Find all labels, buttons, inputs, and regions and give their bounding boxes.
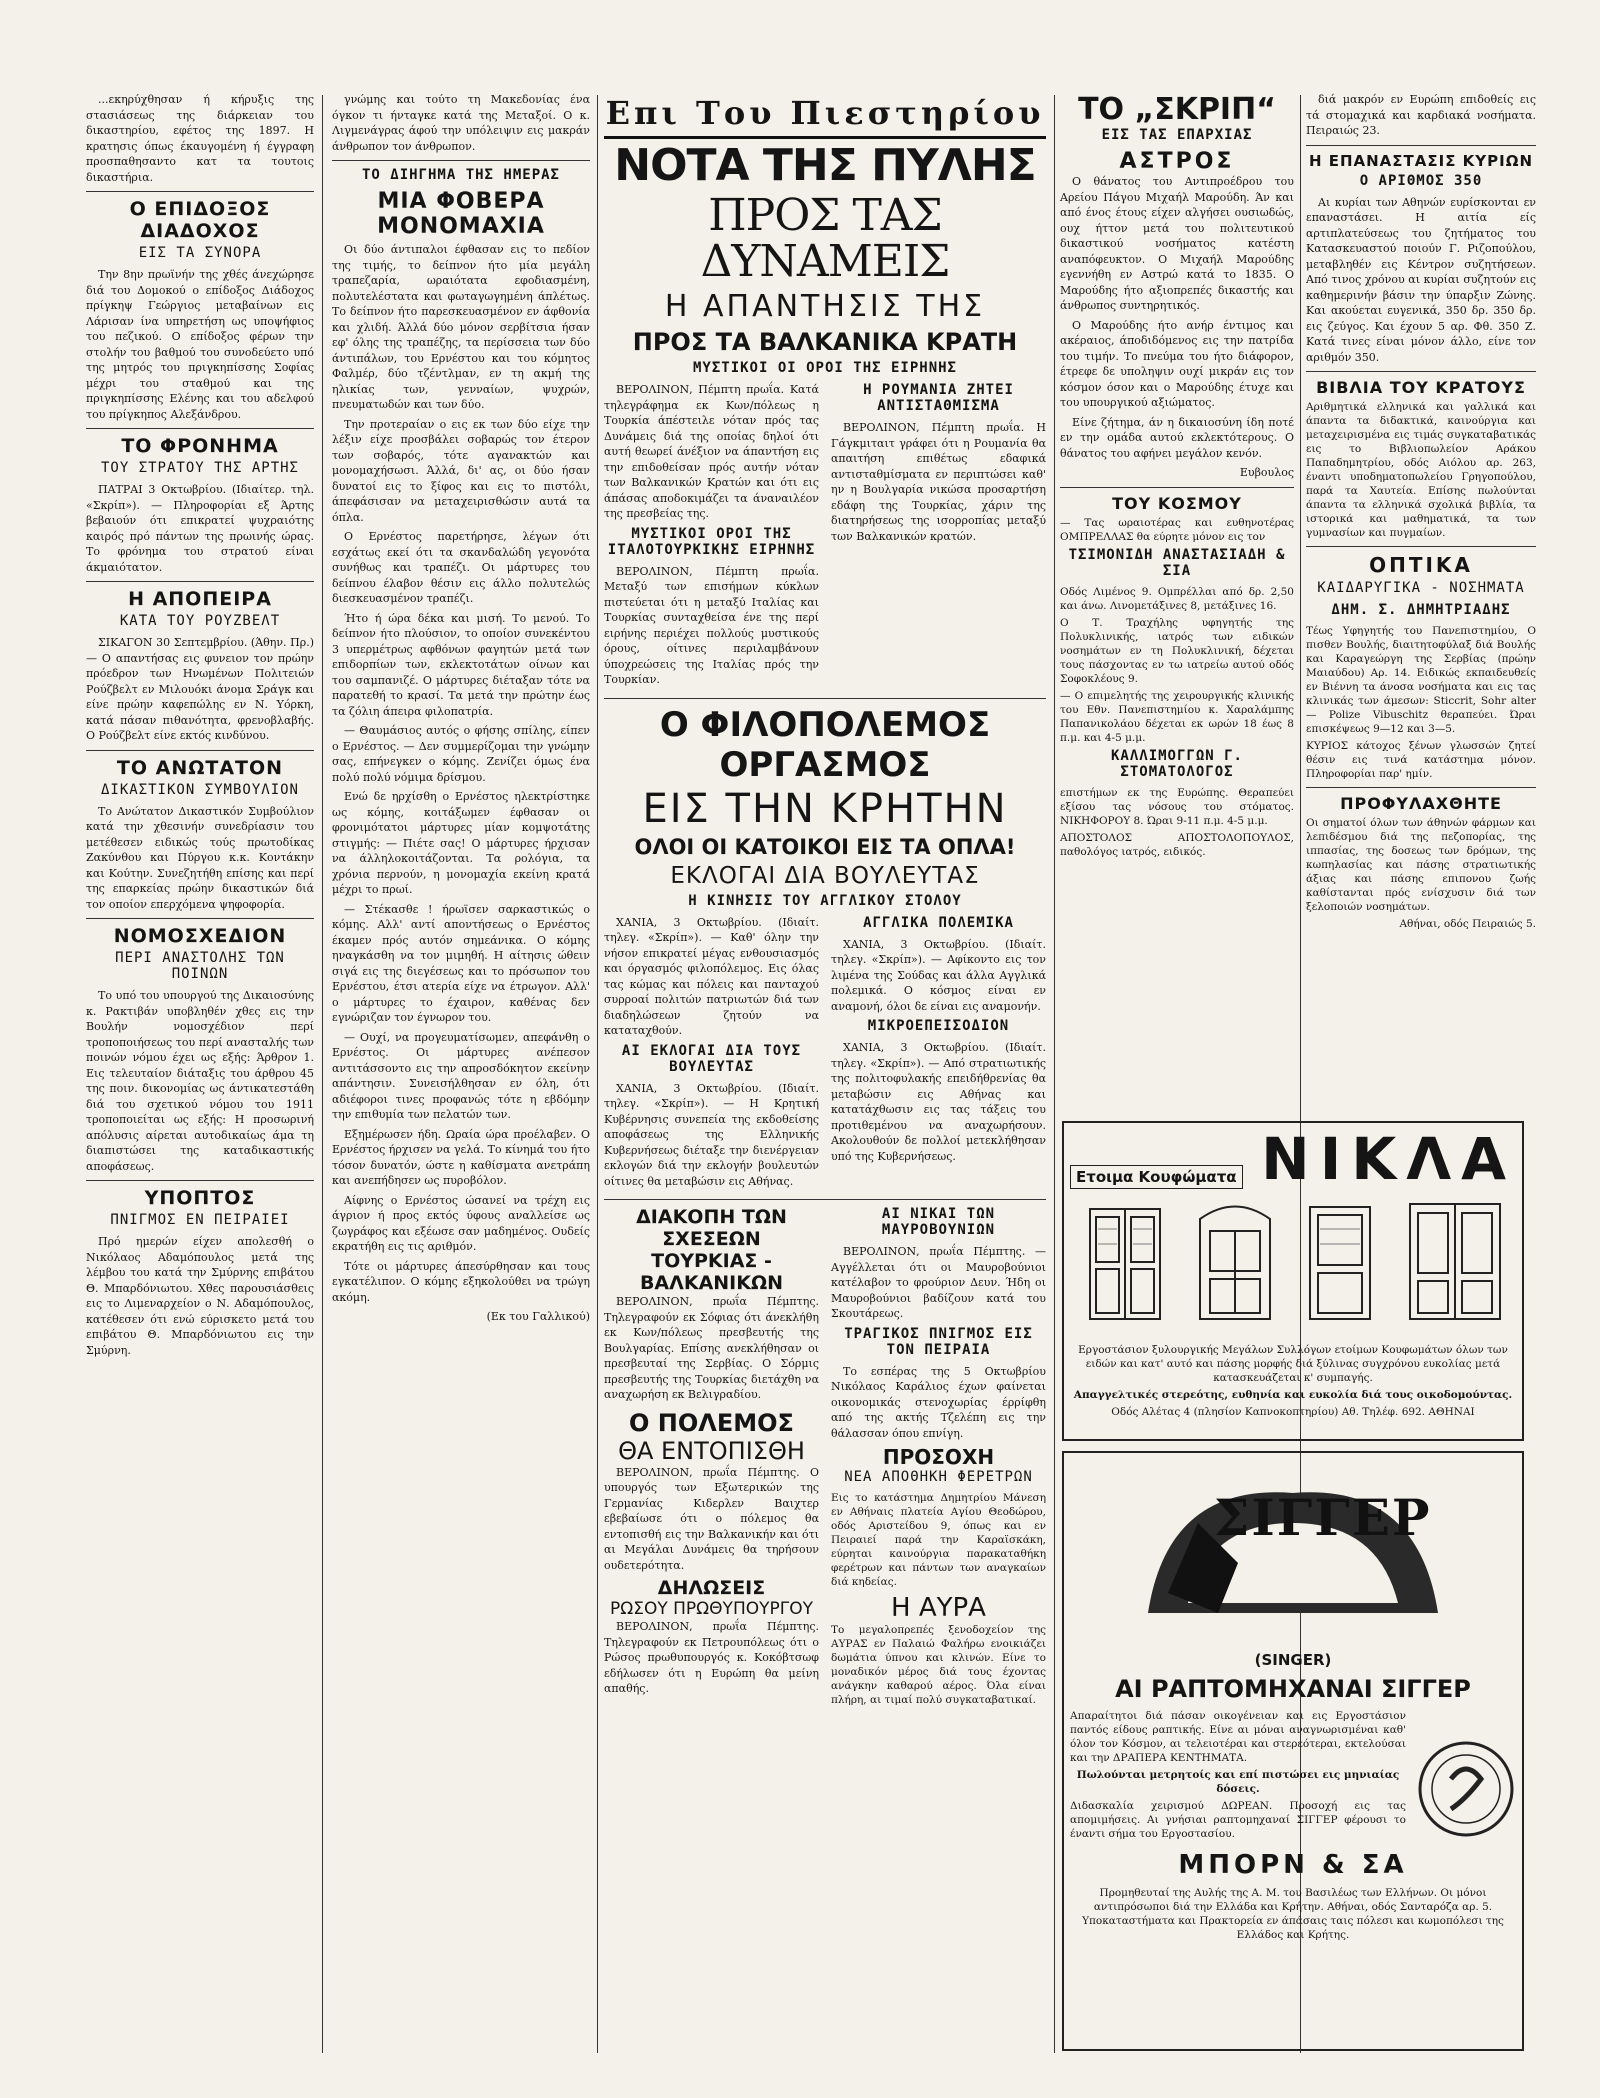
ad-title-prosoxi: ΠΡΟΣΟΧΗ	[882, 1445, 995, 1469]
ad-text: Αριθμητικά ελληνικά και γαλλικά και άπαντα τα διδακτικά, καινούργια και μεταχειρισμένα εις τιμάς συγκαταβατικάς εις το Βιβλιοπωλείον Αράκου Παπαδημητρίου, οδός Αιόλου αρ. 263, έναντι υποδηματοπωλείου Γρηγοπούλου, παρά τα Χαυτεία. Επίσης πωλούνται άπαντα τα ελληνικά σχολικά βιβλία, τα ιστορικά και μαθηματικά, τα των γυμνασίων και πυγμαίων.	[1306, 401, 1536, 539]
ad-text: ΚΥΡΙΟΣ κάτοχος ξένων γλωσσών ζητεί θέσιν εις τινά κατάστημα μόνον. Πληροφορίαι παρ' ημίν.	[1306, 740, 1536, 780]
article-text: Ενώ δε ηρχίσθη ο Ερνέστος ηλεκτρίστηκε ως κόμης, κοιτάξωμεν έφθασαν οι φρονιμότατοι μάρτυρες μίαν κομψοτάτης στιγμής: — Πιέτε σας! Ο μάρτυρες ήρχισαν να άλληλοκοιτάζονται. Τα ρολόγια, τα χρόνια περνούν, η μονομαχία εκείνη κρατά μέχρι το πρωί.	[332, 790, 590, 896]
headline-orgasmos: Ο ΦΙΛΟΠΟΛΕΜΟΣ ΟΡΓΑΣΜΟΣ	[659, 704, 991, 785]
headline-optika: ΟΠΤΙΚΑ	[1369, 553, 1473, 577]
article-text: Οι δύο άντιπαλοι έφθασαν εις το πεδίον της τιμής, το δείπνον ήτο μία μεγάλη τραπεζαρία, ωραιότατα εφοδιασμένη, πολυτελέστατα και φωταγωγημένη άπλέτως. Το δείπνον ήτο παρεσκευασμένον εν άφθονία και χλιδή. Άλλά δύο μόνον σερβίτσια ήσαν εφ' όλης της τραπέζης, τα περίσσεια των δύο άντιπάλων, του Ερνέστου και του κόμητος Φαλμέρ, δύο τζέντλμαν, εν τη ακμή της ηλικίας των, γενναίων, ψυχρών, πνευματωδών και των δύο.	[332, 243, 590, 411]
ad-text: Το μεγαλοπρεπές ξενοδοχείον της ΑΥΡΑΣ εν Παλαιώ Φαλήρω ενοικιάζει δωμάτια ύπνου και κλινών. Είνε το μοναδικόν μέρος διά τους έχοντας ανάγκην καθαρού αέρος. Όλα είναι πλήρη, αι τιμαί πολύ συγκαταβατικαί.	[831, 1624, 1046, 1706]
headline-diadochos: Ο ΕΠΙΔΟΞΟΣ ΔΙΑΔΟΧΟΣ	[129, 198, 271, 242]
ad-doctor-name: ΔΗΜ. Σ. ΔΗΜΗΤΡΙΑΔΗΣ	[1331, 602, 1511, 618]
ad-text: Τέως Υφηγητής του Πανεπιστημίου, Ο πισθεν Βουλής, διαιτητοφύλαξ διά Βουλής και Καραγεώργη της Σερβίας (πρώην Μαιαύδου) Αρ. 14. Ειδικώς εκπαιδευθείς εν Βιέννη τα άνοσα νοσήματα και εις τας κλινικάς των άμεσων: Sticcrit, Sohr alter — Polize Vibuschitz θεραπεύει. Ώραι επισκέψεως 9—12 και 3—5.	[1306, 625, 1536, 735]
headline-apopeira: Η ΑΠΟΠΕΙΡΑ	[128, 588, 272, 610]
column-1	[86, 92, 314, 2058]
subheadline: ΤΡΑΓΙΚΟΣ ΠΝΙΓΜΟΣ ΕΙΣ ΤΟΝ ΠΕΙΡΑΙΑ	[844, 1325, 1033, 1358]
ad-text: Διδασκαλία χειρισμού ΔΩΡΕΑΝ. Προσοχή εις τας απομιμήσεις. Αι γνήσιαι ραπτομηχαναί ΣΙΓΓΕΡ φέρουσι το έναντι σήμα του Εργοστασίου.	[1070, 1800, 1406, 1840]
article-text: ΒΕΡΟΛΙΝΟΝ, πρωΐα Πέμπτης. — Αγγέλλεται ότι οι Μαυροβούνιοι κατέλαβον το φρούριον Δευν. Ήδη οι Μαυροβούνιοι βαδίζουν κατά του Σκουτάρεως.	[831, 1245, 1046, 1320]
headline-astros: ΑΣΤΡΟΣ	[1119, 149, 1235, 174]
masthead: Επι Του Πιεστηρίου	[604, 94, 1046, 139]
door-window-illustration	[1070, 1189, 1516, 1339]
ad-tagline: Ετοιμα Κουφώματα	[1070, 1165, 1243, 1189]
subheadline: ΕΙΣ ΤΑΣ ΕΠΑΡΧΙΑΣ	[1101, 127, 1253, 143]
headline-nomosxedion: ΝΟΜΟΣΧΕΔΙΟΝ	[113, 925, 287, 947]
article-text: Την προτεραίαν ο εις εκ των δύο είχε την λέξιν είχε προσβάλει σοβαρώς τον έτερον των σοβαρός, τότε αγανακτών και μονομαχήσωσι. Άλλά, δι' ας, οι δύο ήσαν δυνατοί εις το ξίφος και εις το πιστόλι, άπεφάσισαν να μεταχειρισθώσιν αυτά τα όπλα.	[332, 417, 590, 524]
article-text: Αίφνης ο Ερνέστος ώσανεί να τρέχη εις άγριον ή προς εκτός ύφους αναλλείσε ως ζωγράφος και εξέωσε σαν μαδημένος. Ουδείς εκρατήθη εις τις αριθμόν.	[332, 1193, 590, 1253]
ad-text: Απαγγελτικές στερεότης, ευθηνία και ευκολία διά τους οικοδομούντας.	[1073, 1389, 1513, 1401]
article-text: Αι κυρίαι των Αθηνών ευρίσκονται εν επαναστάσει. Η αιτία είς αρτιπλατεύσεως του ζητήματος του Κατασκευαστού ποιούν Γ. Ριζοπούλου, μεταβληθέν εις Κέντρον συζητήσεων. Από τινος χρόνου αι κυρίαι συζητούν εις καθημερινήν βάσιν την ύπαρξιν Ζώνης. Και ακούεται ευγενικά, 350 δρ. 350 δρ. εις ζεύγος. Και έχουν 5 αρ. Φθ. 350 Ζ. Κατά τινες είναι μόνον άλλο, είνε τον αριθμόν 350.	[1306, 195, 1536, 364]
headline-ekloges: ΕΚΛΟΓΑΙ ΔΙΑ ΒΟΥΛΕΥΤΑΣ	[670, 862, 980, 889]
article-text: ΒΕΡΟΛΙΝΟΝ, πρωΐα Πέμπτης. Τηλεγραφούν εκ Πετρουπόλεως ότι ο Ρώσος πρωθυπουργός κ. Κοκόβτσωφ εδήλωσεν ότι η Ευρώπη θα μείνη απαθής.	[604, 1620, 819, 1695]
subheadline: ΚΑΙΔΑΡΥΓΙΚΑ - ΝΟΣΗΜΑΤΑ	[1317, 580, 1525, 596]
headline-balkan-states: ΠΡΟΣ ΤΑ ΒΑΛΚΑΝΙΚΑ ΚΡΑΤΗ	[632, 328, 1018, 356]
column-rule	[597, 95, 598, 2053]
article-text: ΒΕΡΟΛΙΝΟΝ, πρωΐα Πέμπτης. Τηλεγραφούν εκ Σόφιας ότι άνεκλήθη εκ Κων/πόλεως πρεσβευτής της Βουλγαρίας. Επίσης ανεκλήθησαν οι πρεσβευταί της Σερβίας. Ο Σόρμις πρεσβευτής της Τουρκίας διετάχθη να αναχωρήση εκ Βελιγραδίου.	[604, 1295, 819, 1401]
article-text: ΣΙΚΑΓΟΝ 30 Σεπτεμβρίου. (Άθην. Πρ.) — Ο απαντήσας εις φυνειον τον πρώην πρόεδρον των Ηνωμένων Πολιτειών Ρούζβελτ εν Μιλουόκι άνομα Σράγκ και είνε πρώην καφεπώλης εν Ν. Υόρκη, κατά πάσαν πιθανότητα, φρενοβλαβής. Ο Ρούζβελτ είνε εκτός κινδύνου.	[86, 636, 314, 742]
column-2	[332, 92, 590, 2058]
ad-address: Αθήναι, οδός Πειραιώς 5.	[1399, 918, 1536, 930]
article-text: γνώμης και τούτο τη Μακεδονίας ένα όγκον τι ήνταγκε κατά της Μεταξοί. Ο κ. Λιγμενάγρας άφού την υπόλειψιν εις μακράν άνθρωπον τον άνθρωπον.	[332, 93, 590, 153]
headline-nota: ΝΟΤΑ ΤΗΣ ΠΥΛΗΣ	[614, 140, 1036, 191]
ad-headline: ΑΙ ΡΑΠΤΟΜΗΧΑΝΑΙ ΣΙΓΓΕΡ	[1115, 1675, 1471, 1703]
headline-rosou: ΡΩΣΟΥ ΠΡΩΘΥΠΟΥΡΓΟΥ	[610, 1599, 813, 1619]
ad-brand-latin: (SINGER)	[1254, 1651, 1332, 1669]
story-kicker: ΤΟ ΔΙΗΓΗΜΑ ΤΗΣ ΗΜΕΡΑΣ	[361, 167, 560, 183]
ad-company-born: ΜΠΟΡΝ & ΣΑ	[1178, 1850, 1408, 1880]
article-text: Ήτο ή ώρα δέκα και μισή. Το μενού. Το δείπνον ήτο πλούσιον, το οποίον συνεκέντου 3 υπερμέτρως αφθόνων φαγητών μετά των επιδορπίων των, εκλεκτοτάτων οίνων και του σαμπανιζέ. Ο μάρτυρες διέταξαν τότε να παρατεθή το κρασί. Τα μετά την πρώτην έως τα ζόλιη άπειρα φιλοπατρία.	[332, 611, 590, 718]
headline-profylachthite: ΠΡΟΦΥΛΑΧΘΗΤΕ	[1340, 794, 1502, 813]
subheadline: ΠΕΡΙ ΑΝΑΣΤΟΛΗΣ ΤΩΝ ΠΟΙΝΩΝ	[115, 950, 285, 982]
subheadline: Ο ΑΡΙΘΜΟΣ 350	[1359, 172, 1483, 189]
headline-entopisthi: ΘΑ ΕΝΤΟΠΙΣΘΗ	[618, 1436, 805, 1465]
article-source: (Εκ του Γαλλικού)	[486, 1310, 590, 1323]
article-text: Ο θάνατος του Αντιπροέδρου του Αρείου Πάγου Μιχαήλ Μαρούδη. Άν και από ένος έτους είχεν αλγήσει ουσιωδώς, ουχ ήττον μετά του πολιτευτικού δικαστικού νοσήματος κατέστη αναπόφευκτον. Ο Μιχαήλ Μαρούδης εγεννήθη εν Αστρώ κατά το 1835. Ο Μαρούδης ήτο αξιοπρεπές δικαστής και άνθρωπος συντηρητικός.	[1060, 175, 1294, 312]
ad-company-name: ΤΣΙΜΟΝΙΔΗ ΑΝΑΣΤΑΣΙΑΔΗ & ΣΙΑ	[1068, 546, 1286, 579]
headline-ola-ta-opla: ΟΛΟΙ ΟΙ ΚΑΤΟΙΚΟΙ ΕΙΣ ΤΑ ΟΠΛΑ!	[634, 834, 1016, 859]
ad-text: Οδός Λιμένος 9. Ομπρέλλαι από δρ. 2,50 και άνω. Λινομετάξινες 8, μετάξινες 16.	[1060, 585, 1294, 612]
headline-fronima: ΤΟ ΦΡΟΝΗΜΑ	[121, 435, 279, 457]
article-text: Ο Μαρούδης ήτο ανήρ έντιμος και ακέραιος, άποδιδόμενος εις την πατρίδα του τιμήν. Το πνεύμα του ήτο διάφορον, έτρεφε δε υποληψιν ουχί μικράν εις τον κόσμον όσον και ο Μαρούδης έτυχε και του υπουργικού αξιώματος.	[1060, 318, 1294, 409]
article-text: — Στέκασθε ! ήρωϊσεν σαρκαστικώς ο κόμης. Αλλ' αντί αποντήσεως ο Ερνέστος έκαμεν πρός αυτόν σημεάνικα. Ο κόμης ηναγκάσθη να τον μιμηθή. Η αίτησις ώθειν σιγά εις της διεγέσεως και το πρόσωπον του Ερνέστου, έτσι ατερία είχε να έτρωγον. Αλλ' ο μάρτυρες το έχαιρον, καθένας δεν εγνώριζαν τον έγνωρον του.	[332, 902, 590, 1024]
subheadline: ΑΙ ΕΚΛΟΓΑΙ ΔΙΑ ΤΟΥΣ ΒΟΥΛΕΥΤΑΣ	[621, 1042, 802, 1075]
headline-diakopi: ΔΙΑΚΟΠΗ ΤΩΝ ΣΧΕΣΕΩΝ	[636, 1206, 787, 1250]
headline-kriti: ΕΙΣ ΤΗΝ ΚΡΗΤΗΝ	[642, 785, 1008, 832]
ad-text: Προμηθευταί της Αυλής της Α. Μ. του Βασιλέως των Ελλήνων. Οι μόνοι αντιπρόσωποι διά την Ελλάδα και Κρήτην. Αθήναι, οδός Σανταρόζα αρ. 5. Υποκαταστήματα και Πρακτορεία εν άπάσαις ταις πόλεσι και κωμοπόλεσι της Ελλάδος και Κρήτης.	[1082, 1887, 1504, 1941]
headline-anotaton: ΤΟ ΑΝΩΤΑΤΟΝ	[116, 756, 284, 779]
column-3	[604, 92, 1046, 2058]
subheadline: ΜΥΣΤΙΚΟΙ ΟΡΟΙ ΤΗΣ ΙΤΑΛΟΤΟΥΡΚΙΚΗΣ ΕΙΡΗΝΗΣ	[607, 525, 816, 558]
headline-tourkias: ΤΟΥΡΚΙΑΣ - ΒΑΛΚΑΝΙΚΩΝ	[639, 1250, 784, 1294]
article-text: ΒΕΡΟΛΙΝΟΝ, Πέμπτη πρωΐα. Μεταξύ των επισήμων κύκλων πιστεύεται ότι η μεταξύ Ιταλίας και Τουρκίας συνταχθείσα ένε της περί ειρήνης περιέχει πολλούς μυστικούς όρους, οίτινες περιλαμβάνουν ύποχρεώσεις της Ιταλίας πρός την Τουρκίαν.	[604, 564, 819, 686]
ad-brand-nikla: ΝΙΚΛΑ	[1261, 1125, 1516, 1193]
article-text: ΒΕΡΟΛΙΝΟΝ, Πέμπτη πρωΐα. Η Γάγκμιταιτ γράφει ότι η Ρουμανία θα απαιτήση επιθέτως εδαφικά αντισταθμίσματα εν περιπτώσει καθ' ην η Βουλγαρία νικώσα προσαρτήση εδάφη της Τουρκίας, χάριν της διατηρήσεως της ισορροπίας μεταξύ των Βαλκανικών κρατών.	[831, 421, 1046, 543]
headline-monomaxia: ΜΙΑ ΦΟΒΕΡΑ ΜΟΝΟΜΑΧΙΑ	[377, 189, 545, 239]
subheadline: ΤΟΥ ΣΤΡΑΤΟΥ ΤΗΣ ΑΡΤΗΣ	[100, 460, 299, 476]
article-text: ΒΕΡΟΛΙΝΟΝ, Πέμπτη πρωΐα. Κατά τηλεγράφημα εκ Κων/πόλεως η Τουρκία άπέστειλε νόταν πρός τας Δυνάμεις διά της οποίας δηλοί ότι αυτή θεωρεί άνέξιον να άπαντήση εις την επιδοθείσαν πρός αυτήν νόταν των Βαλκανικών Κρατών και ότι εις άπάσας αποδοκιμάζει τα άναναιλέον της πρεσβείας της.	[604, 383, 819, 520]
ad-text: ΑΠΟΣΤΟΛΟΣ ΑΠΟΣΤΟΛΟΠΟΥΛΟΣ, παθολόγος ιατρός, ειδικός.	[1060, 831, 1294, 858]
ad-singer	[1062, 1451, 1524, 2051]
subheadline: ΜΙΚΡΟΕΠΕΙΣΟΔΙΟΝ	[867, 1018, 1010, 1034]
article-text: ΧΑΝΙΑ, 3 Οκτωβρίου. (Ιδιαίτ. τηλεγ. «Σκρίπ»). — Από στρατιωτικής της πολιτοφυλακής επειδήθρενίας θα μεταβώσιν εις Αθήνας και κατατάχθωσιν εις τας τάξεις του προτιθεμένου να αναχωρήσουν. Ακολουθούν δε πολλοί μετεκλήθησαν υπό της Κυβερνήσεως.	[831, 1041, 1046, 1163]
subheadline: ΜΥΣΤΙΚΟΙ ΟΙ ΟΡΟΙ ΤΗΣ ΕΙΡΗΝΗΣ	[692, 360, 957, 376]
subheadline: ΑΓΓΛΙΚΑ ΠΟΛΕΜΙΚΑ	[863, 914, 1014, 931]
ad-text: — Ο επιμελητής της χειρουργικής κλινικής του Εθν. Πανεπιστημίου κ. Χαραλάμπης Παπανικολάου δέχεται εκ ωρών 18 έως 8 π.μ. και 4-5 μ.μ.	[1060, 689, 1294, 744]
ad-text: Απαραίτητοι διά πάσαν οικογένειαν και εις Εργοστάσιον παντός είδους ραπτικής. Είνε αι μόναι αναγνωρισμέναι καθ' όλον τον Κόσμον, αι τελειοτέραι και στερεότεραι, εκτελούσαι και την ΔΡΑΠΕΡΑ ΚΕΝΤΗΜΑΤΑ.	[1070, 1710, 1406, 1764]
subheadline: ΑΙ ΝΙΚΑΙ ΤΩΝ ΜΑΥΡΟΒΟΥΝΙΩΝ	[881, 1206, 996, 1238]
article-signature: Ευβουλος	[1239, 466, 1294, 479]
headline-dynameis: ΠΡΟΣ ΤΑΣ ΔΥΝΑΜΕΙΣ	[700, 190, 950, 287]
article-text: ΧΑΝΙΑ, 3 Οκτωβρίου. (Ιδιαίτ. τηλεγ. «Σκρίπ»). — Καθ' όλην την νήσον επικρατεί μέγας ενθουσιασμός και όργασμός φιλοπόλεμος. Εις όλας τας κώμας και πόλεις και πανταχού συρροαί πολιτών πατριωτών διά των διαδηλώσεων ζητούν να καταταχθούν.	[604, 915, 819, 1037]
column-rule	[1054, 95, 1055, 2053]
ad-brand-singer: ΣΙΓΓΕΡ	[1214, 1488, 1432, 1547]
ad-text: Πωλούνται μετρητοίς και επί πιστώσει εις μηνιαίας δόσεις.	[1076, 1769, 1400, 1795]
subheadline: Η ΚΙΝΗΣΙΣ ΤΟΥ ΑΓΓΛΙΚΟΥ ΣΤΟΛΟΥ	[688, 892, 962, 909]
article-text: Την 8ην πρωϊνήν της χθές άνεχώρησε διά του Δομοκού ο επίδοξος Διάδοχος πρίγκηψ Γεώργιος μεταβαίνων εις Λάρισαν ίνα υπηρετήση ως υποψήφιος του πεζικού. Ο επίδοξος φέρων την στολήν του βαθμού του συνοδεύετο υπό της μητρός του πριγκηπίσσης Σοφίας μέχρι του σταθμού και της πριγκηπίσσης Ελένης και του αδελφού του πρίγκηπος Αλεξάνδρου.	[86, 268, 314, 421]
article-text: Το Ανώτατον Δικαστικόν Συμβούλιον κατά την χθεσινήν συνεδρίασιν του μετέθεσεν ειδικώς τούς πρωτοδίκας Ζακύνθου και Πύργου κ.κ. Κοντάκην και Κούτην. Συνεζητήθη επίσης και περί της επαρκείας πρώην δικαστικών διά τον οποίον επερχόμενα ψηφοφορία.	[86, 804, 314, 911]
section-skrip: ΤΟ „ΣΚΡΙΠ“	[1078, 92, 1276, 127]
column-5	[1306, 92, 1536, 930]
ad-text: επιστήμων εκ της Ευρώπης. Θεραπεύει εξίσου τας νόσους του στόματος. ΝΙΚΗΦΟΡΟΥ 8. Ώραι 9-11 π.μ. 4-5 μ.μ.	[1060, 786, 1294, 827]
ad-text: Ο Τ. Τραχήλης υφηγητής της Πολυκλινικής, ιατρός των ειδικών νοσημάτων εν τη Πολυκλινική, δέχεται τους πάσχοντας εν τω ιατρείω αυτού οδός Σοφοκλέους 9.	[1060, 616, 1294, 685]
article-text: — Θαυμάσιος αυτός ο φήσης σπίλης, είπεν ο Ερνέστος. — Δεν συμμερίζομαι την γνώμην σας, επήνεγκεν ο κόμης. Ζενίζει όμως ένα πολύ πολύ νόμιμα δρίσμου.	[332, 724, 590, 784]
article-text: διά μακρόν εν Ευρώπη επιδοθείς εις τά στομαχικά και καρδιακά νοσήματα. Πειραιώς 23.	[1306, 93, 1536, 137]
ad-nikla	[1062, 1121, 1524, 1441]
article-text: ΠΑΤΡΑΙ 3 Οκτωβρίου. (Ιδιαίτερ. τηλ. «Σκρίπ»). — Πληροφορίαι εξ Άρτης βεβαιούν ότι επικρατεί ψυχραιότης καιρός πρό πάντων της πρωινής ώρας. Το φρόνημα του στρατού είναι άκμαιότατον.	[86, 483, 314, 574]
article-text: Το υπό του υπουργού της Δικαιοσύνης κ. Ρακτιβάν υποβληθέν χθες εις την Βουλήν νομοσχέδιον περί τροποποιήσεως του περί ανασταλής των ποινών νόμου έχει ως εξής: Άρθρον 1. Εις τελευταίον διάταξις του άρθρου 45 της ποιν. δικονομίας ως άντικατεστάθη διά του σχετικού νόμου του 1911 τροποποιείται ως εξής: Η προσωρινή απόλυσις αίρεται αυτοδικαίως άμα τη διαπιστώσει της καταδικαστικής αποφάσεως.	[86, 989, 314, 1173]
article-text: Είνε ζήτημα, άν η δικαιοσύνη ίδη ποτέ εν την ομάδα αυτού εκλεκτότερους. Ο θάνατος του αφήνει μεγάλον κενόν.	[1060, 415, 1294, 460]
ad-subtitle: ΝΕΑ ΑΠΟΘΗΚΗ ΦΕΡΕΤΡΩΝ	[844, 1469, 1033, 1485]
article-text: ΒΕΡΟΛΙΝΟΝ, πρωΐα Πέμπτης. Ο υπουργός των Εξωτερικών της Γερμανίας Κιδερλεν Βαιχτερ εβεβαίωσε ότι ο πόλεμος θα εντοπισθή εις την Βαλκανικήν και ότι αι Μεγάλαι Δυνάμεις θα τηρήσουν ουδετερότητα.	[604, 1465, 819, 1572]
article-text: Πρό ημερών είχεν απολεσθή ο Νικόλαος Αδαμόπουλος μετά της λέμβου του κατά την Σμύρνης επιβάτου Θ. Μπαρδόνιωτου. Χθες παρουσιάσθεις εις το Λιμεναρχείον ο Ν. Αδαμόπουλος, κατέθεσεν ότι ενώ εύρισκετο μετά του επιβάτου Θ. Μπαρδόνιωτου εις την Σμύρνη.	[86, 1235, 314, 1357]
headline-polemos: Ο ΠΟΛΕΜΟΣ	[629, 1408, 794, 1437]
ad-name: ΚΑΛΛΙΜΟΓΓΩΝ Γ. ΣΤΟΜΑΤΟΛΟΓΟΣ	[1110, 747, 1243, 780]
headline-apantisis: Η ΑΠΑΝΤΗΣΙΣ ΤΗΣ	[664, 289, 986, 324]
subheadline: ΔΙΚΑΣΤΙΚΟΝ ΣΥΜΒΟΥΛΙΟΝ	[100, 781, 299, 798]
headline-ypoptos: ΥΠΟΠΤΟΣ	[144, 1187, 256, 1209]
headline-diloseis: ΔΗΛΩΣΕΙΣ	[657, 1577, 766, 1599]
article-text: — Ουχί, να προγευματίσωμεν, απεφάνθη ο Ερνέστος. Οι μάρτυρες ανέπεσον αντιτάσσοντο εις την απροσδόκητον εκείνην απάντησιν. Συνεισήλθησαν εν όλη, ότι αδιέφοροι τινες προφανώς τότε η εβδόμην την επιθυμία των πελατών των.	[332, 1030, 590, 1121]
article-text: ...εκηρύχθησαν ή κήρυξις της στασιάσεως της διάρκειαν του δικαστηρίου, εφέτος της 1897. Η κρατησις όπως έκαυγομένη ή έγγραφη προσπαθησαντο κατ τα τουτοις δικαστήρια.	[86, 93, 314, 184]
article-text: Εξημέρωσεν ήδη. Ωραία ώρα προέλαβεν. Ο Ερνέστος ήρχισεν να γελά. Το κίνημά του ήτο τόσον δυνατόν, ώστε η καθίσματα ανετράπη και ανεπήδησεν ως πυροβόλον.	[332, 1127, 590, 1187]
ad-text: Εις το κατάστημα Δημητρίου Μάνεση εν Αθήναις πλατεία Αγίου Θεοδώρου, οδός Αριστείδου 9, όπως και εν Πειραιεί παρά την Καραϊσκάκη, εύρηται καινούργια παρακαταθήκη φερέτρων και πάντων των αναγκαίων διά κηδείας.	[831, 1492, 1046, 1588]
ad-text: — Τας ωραιοτέρας και ευθηνοτέρας ΟΜΠΡΕΛΛΑΣ θα εύρητε μόνον εις τον	[1060, 516, 1294, 543]
ad-text: Οι σηματοί όλων των άθηνών φάρμων και λεπιδέσμου διά της πεζοπορίας, της ιππασίας, της δοσεως των δρόμων, της κωπηλασίας και πάσης στρατιωτικής άξιας και πάσης επιπονου ζωής καθίστανται πρός ενίσχυσιν διά των ξελοποιών νοσημάτων.	[1306, 817, 1536, 913]
article-text: ΧΑΝΙΑ, 3 Οκτωβρίου. (Ιδιαίτ. τηλεγ. «Σκρίπ»). — Η Κρητική Κυβέρνησις συνεπεία της εκδοθείσης αποφάσεως της Ελληνικής Κυβερνήσεως διέταξε την διενέργειαν εκλογών διά την εκλογήν βουλευτών οίτινες θα μεταβώσιν εις Αθήνας.	[604, 1081, 819, 1188]
article-text: ΧΑΝΙΑ, 3 Οκτωβρίου. (Ιδιαίτ. τηλεγ. «Σκρίπ»). — Αφίκοντο εις τον λιμένα της Σούδας και άλλα Αγγλικά πολεμικά. Ο κόσμος είναι εν αναμονή, όλοι δε είναι εις αναμονήν.	[831, 937, 1046, 1013]
singer-trademark-seal	[1416, 1739, 1516, 1839]
headline-kosmou: ΤΟΥ ΚΟΣΜΟΥ	[1112, 493, 1242, 513]
headline-vivlia: ΒΙΒΛΙΑ ΤΟΥ ΚΡΑΤΟΥΣ	[1316, 378, 1526, 397]
subheadline: ΠΝΙΓΜΟΣ ΕΝ ΠΕΙΡΑΙΕΙ	[110, 1212, 290, 1228]
article-text: Τότε οι μάρτυρες άπεσύρθησαν και τους εγκατέλιπον. Ο κόμης εξηκολούθει να τρώγη ακόμη.	[332, 1259, 590, 1304]
subheadline: ΚΑΤΑ ΤΟΥ ΡΟΥΖΒΕΛΤ	[119, 613, 281, 629]
column-rule	[322, 95, 323, 2053]
subheadline: ΕΙΣ ΤΑ ΣΥΝΟΡΑ	[138, 245, 262, 261]
article-text: Ο Ερνέστος παρετήρησε, λέγων ότι εσχάτως εκεί ότι τα σκανδαλώδη γεγονότα συνήθως και τραπέζι. Οι μάρτυρες του δείπνου έλαβον θέσιν εις άλλο πολυτελώς διεσκευασμένον τραπέζι.	[332, 530, 590, 605]
ad-text: Εργοστάσιον ξυλουργικής Μεγάλων Συλλόγων ετοίμων Κουφωμάτων όλων των ειδών και κατ' αυτό και πάσης μορφής διά ξύλινας συγχρόνου ευκολίας μετά κατασκευάζεται κ' συμπαγής.	[1078, 1344, 1508, 1384]
article-text: Το εσπέρας της 5 Οκτωβρίου Νικόλαος Καράλιος έχων φαίνεται οικονομικάς στενοχωρίας έρρίφθη από της ακτής Τζελέπη εις την θάλασσαν όπου επνίγη.	[831, 1364, 1046, 1440]
ad-address: Οδός Αλέτας 4 (πλησίον Καπνοκοπτηρίου) Αθ. Τηλέφ. 692. ΑΘΗΝΑΙ	[1111, 1406, 1475, 1418]
ad-title-avra: Η ΑΥΡΑ	[891, 1593, 986, 1623]
subheadline: Η ΡΟΥΜΑΝΙΑ ΖΗΤΕΙ ΑΝΤΙΣΤΑΘΜΙΣΜΑ	[863, 382, 1014, 414]
headline-epanastasis: Η ΕΠΑΝΑΣΤΑΣΙΣ ΚΥΡΙΩΝ	[1308, 151, 1534, 170]
